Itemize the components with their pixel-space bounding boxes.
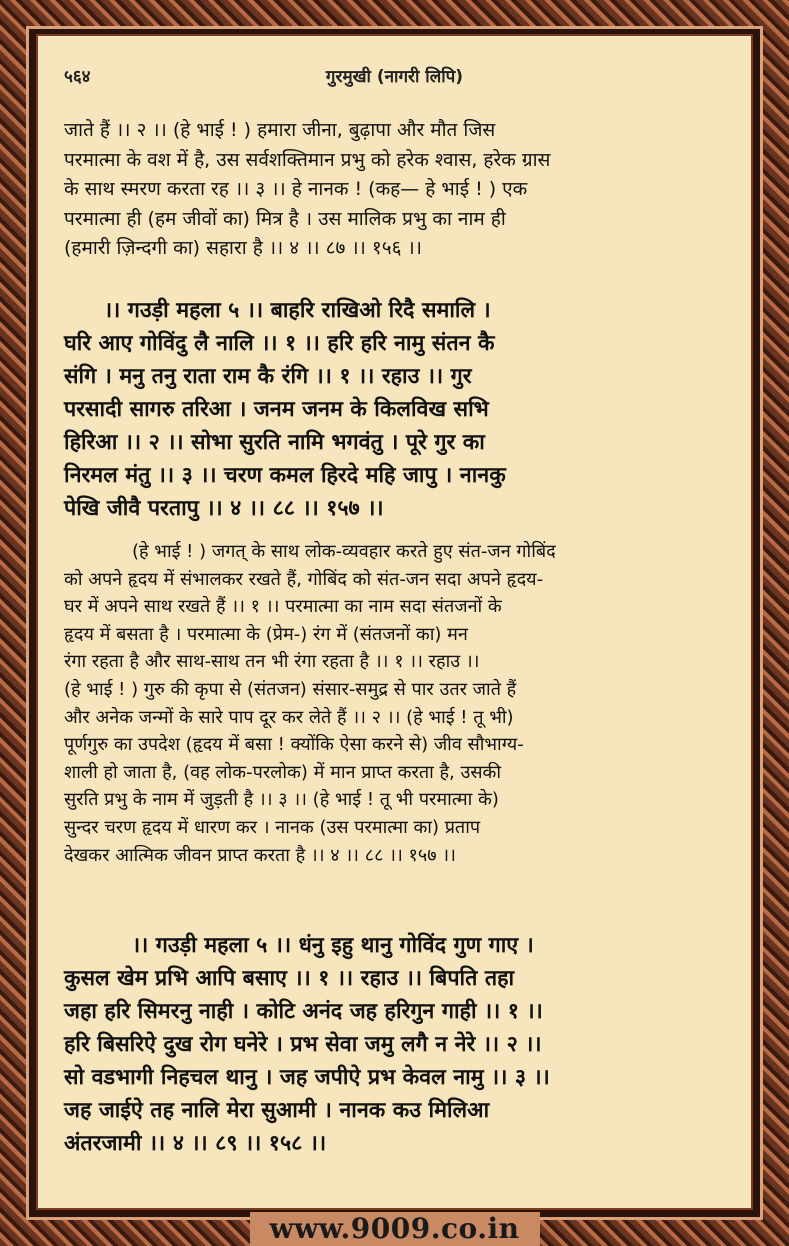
verse-line: निरमल मंतु ।। ३ ।। चरण कमल हिरदे महि जापु । नानकु <box>64 463 506 488</box>
text-line: शाली हो जाता है, (वह लोक-परलोक) में मान प्राप्त करता है, उसकी <box>64 761 502 783</box>
text-line: रंगा रहता है और साथ-साथ तन भी रंगा रहता है ।। १ ।। रहाउ ।। <box>64 651 480 673</box>
verse-line: हरि बिसरिऐ दुख रोग घनेरे । प्रभ सेवा जमु लगै न नेरे ।। २ ।। <box>64 1032 542 1057</box>
text-line: घर में अपने साथ रखते हैं ।। १ ।। परमात्मा का नाम सदा संतजनों के <box>64 596 502 618</box>
page-header <box>38 64 751 90</box>
text-line: सुरति प्रभु के नाम में जुड़ती है ।। ३ ।। (हे भाई ! तू भी परमात्मा के) <box>64 789 499 811</box>
text-line: (हे भाई ! ) जगत् के साथ लोक-व्यवहार करते हुए संत-जन गोबिंद <box>132 541 556 562</box>
text-line: को अपने हृदय में संभालकर रखते हैं, गोबिंद को संत-जन सदा अपने हृदय- <box>64 568 544 590</box>
text-line: के साथ स्मरण करता रह ।। ३ ।। हे नानक ! (कह— हे भाई ! ) एक <box>64 178 528 200</box>
text-line: (हे भाई ! ) गुरु की कृपा से (संतजन) संसार-समुद्र से पार उतर जाते हैं <box>64 678 517 700</box>
text-line: हृदय में बसता है । परमात्मा के (प्रेम-) रंग में (संतजनों का) मन <box>64 623 468 645</box>
verse-line: जहा हरि सिमरनु नाही । कोटि अनंद जह हरिगुन गाही ।। १ ।। <box>64 999 543 1024</box>
verse-block-2 <box>64 929 726 1160</box>
verse-line: ।। गउड़ी महला ५ ।। बाहरि राखिओ रिदै समालि । <box>104 298 491 323</box>
website-url: www.9009.co.in <box>269 1212 520 1245</box>
page-number: ५६४ <box>64 67 91 87</box>
page-title: गुरमुखी (नागरी लिपि) <box>325 67 464 87</box>
verse-line: परसादी सागरु तरिआ । जनम जनम के किलविख सभि <box>64 397 489 422</box>
scripture-page <box>38 36 751 1208</box>
verse-line: अंतरजामी ।। ४ ।। ८९ ।। १५८ ।। <box>64 1131 327 1156</box>
verse-line: सो वडभागी निहचल थानु । जह जपीऐ प्रभ केवल नामु ।। ३ ।। <box>64 1065 550 1090</box>
text-line: और अनेक जन्मों के सारे पाप दूर कर लेते हैं ।। २ ।। (हे भाई ! तू भी) <box>64 706 514 728</box>
verse-line: जह जाईऐ तह नालि मेरा सुआमी । नानक कउ मिलिआ <box>64 1098 490 1123</box>
meaning-block-2 <box>64 538 726 869</box>
text-line: जाते हैं ।। २ ।। (हे भाई ! ) हमारा जीना, बुढ़ापा और मौत जिस <box>64 119 496 141</box>
meaning-block-1 <box>64 116 726 264</box>
text-line: सुन्दर चरण हृदय में धारण कर । नानक (उस परमात्मा का) प्रताप <box>64 816 481 838</box>
verse-line: ।। गउड़ी महला ५ ।। धंनु इहु थानु गोविंद गुण गाए । <box>132 933 534 958</box>
text-line: परमात्मा के वश में है, उस सर्वशक्तिमान प्रभु को हरेक श्वास, हरेक ग्रास <box>64 148 551 171</box>
text-line: पूर्णगुरु का उपदेश (हृदय में बसा ! क्योंकि ऐसा करने से) जीव सौभाग्य- <box>64 734 524 756</box>
verse-line: पेखि जीवै परतापु ।। ४ ।। ८८ ।। १५७ ।। <box>64 496 384 521</box>
verse-block-1 <box>64 294 726 525</box>
text-line: परमात्मा ही (हम जीवों का) मित्र है । उस मालिक प्रभु का नाम ही <box>64 207 506 230</box>
verse-line: घरि आए गोविंदु लै नालि ।। १ ।। हरि हरि नामु संतन कै <box>64 331 495 356</box>
text-line: देखकर आत्मिक जीवन प्राप्त करता है ।। ४ ।। ८८ ।। १५७ ।। <box>64 844 456 866</box>
verse-line: हिरिआ ।। २ ।। सोभा सुरति नामि भगवंतु । पूरे गुर का <box>64 430 485 455</box>
text-line: (हमारी ज़िन्दगी का) सहारा है ।। ४ ।। ८७ ।। १५६ ।। <box>64 237 422 259</box>
verse-line: संगि । मनु तनु राता राम कै रंगि ।। १ ।। रहाउ ।। गुर <box>64 364 472 389</box>
verse-line: कुसल खेम प्रभि आपि बसाए ।। १ ।। रहाउ ।। बिपति तहा <box>64 966 515 991</box>
